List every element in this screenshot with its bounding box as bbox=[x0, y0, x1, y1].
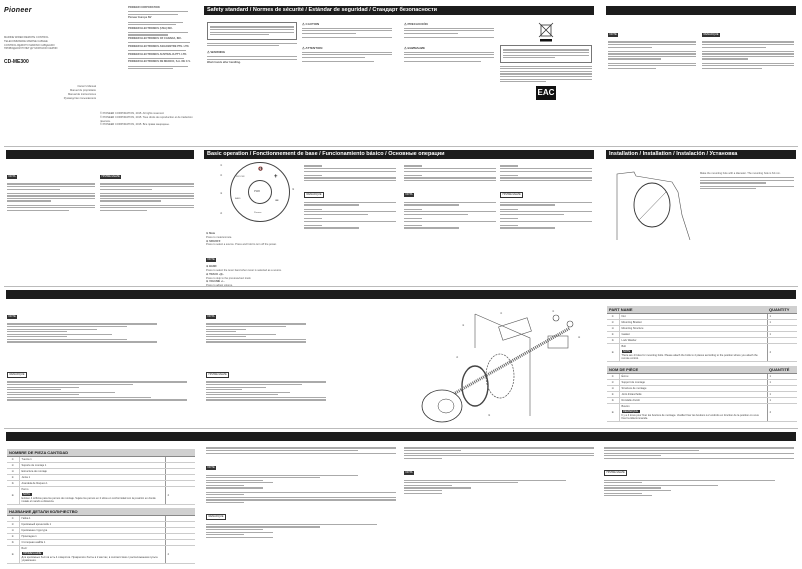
safety-caution-block bbox=[302, 22, 392, 64]
parts-header-qty: QUANTITÉ bbox=[767, 366, 797, 374]
table-row: ② Support de montage 1 bbox=[607, 380, 797, 386]
remote-minus-label: − bbox=[275, 198, 279, 204]
cover-panel bbox=[4, 4, 96, 134]
caution-label: ⚠ CAUTION bbox=[302, 22, 320, 26]
table-row: ④ Gasket 1 bbox=[607, 332, 797, 338]
callout: ⑤ bbox=[488, 414, 491, 417]
table-row: ② Mounting Bracket 1 bbox=[607, 320, 797, 326]
copyright-line: © PIONEER CORPORATION, 2015. Tous droits de reproduction et de traduction réservés. bbox=[100, 115, 193, 123]
remote-plus-label: + bbox=[274, 174, 278, 180]
company-line: PIONEER ELECTRONICS (USA) INC. bbox=[128, 26, 173, 30]
note-tag: REMARQUE bbox=[703, 33, 719, 36]
table-row: ③ Structure de montage bbox=[607, 386, 797, 392]
parts-header-qty bbox=[165, 449, 195, 457]
note-tag: ПРИМЕЧАНИЕ bbox=[604, 470, 627, 476]
section-header-blank bbox=[6, 290, 796, 299]
parts-table-fr bbox=[607, 366, 797, 422]
callout: ③ bbox=[462, 324, 465, 327]
copyright-block bbox=[100, 112, 200, 127]
function-name: VOLUME +/− bbox=[209, 280, 225, 284]
note-tag: REMARQUE bbox=[304, 192, 324, 198]
manual-title-fr: Manuel du propriétaire bbox=[70, 88, 96, 92]
attention-label: ⚠ ATTENTION bbox=[302, 46, 323, 51]
company-line: PIONEER CORPORATION bbox=[128, 6, 160, 9]
page-divider bbox=[4, 428, 798, 429]
callout: ③ bbox=[220, 192, 223, 195]
parts-table-ru bbox=[7, 508, 195, 564]
table-row: ⑥ Bolt NOTE There are 4 holes for mounting bolts. Please attach the bolts to 2 places according to the position where you attach the remote control. 4 bbox=[607, 344, 797, 362]
brand-logo: Pioneer bbox=[4, 7, 32, 14]
note-tag: NOTA bbox=[207, 315, 215, 318]
product-title-es: CONTROL REMOTO MARINO CABLEADO bbox=[4, 43, 55, 47]
page-divider bbox=[4, 146, 798, 147]
function-desc: Press to skip to the previous/next track. bbox=[206, 276, 252, 280]
table-row: ⑤ Стопорная шайба 1 bbox=[7, 540, 195, 546]
installation-instruction: Make the mounting hole with a diameter. The mounting hole is 64 mm. bbox=[700, 172, 781, 175]
safety-fcc-block bbox=[207, 22, 297, 65]
mounting-notes-fr bbox=[7, 362, 187, 402]
note-tag: ПРИМЕЧАНИЕ bbox=[500, 192, 523, 198]
parts-header-name: НАЗВАНИЕ ДЕТАЛИ КОЛИЧЕСТВО bbox=[7, 508, 165, 516]
note-tag: NOTE bbox=[609, 33, 617, 36]
table-row: ① Гайка 1 bbox=[7, 516, 195, 522]
manual-title-ru: Руководство пользователя bbox=[63, 96, 96, 100]
note-tag: NOTE bbox=[8, 315, 16, 318]
function-name: Mute bbox=[209, 232, 216, 235]
product-title-en: MARINE WIRED REMOTE CONTROL bbox=[4, 36, 49, 39]
parts-header-name: PART NAME bbox=[607, 306, 767, 314]
parts-header-name: NOM DE PIÈCE bbox=[607, 366, 767, 374]
callout: ② bbox=[220, 174, 223, 177]
company-line: Pioneer Europe NV bbox=[128, 16, 152, 20]
parts-header-qty: QUANTITY bbox=[767, 306, 797, 314]
section-header-blank-left bbox=[6, 150, 194, 159]
note-block-en bbox=[608, 22, 696, 70]
callout: ① bbox=[552, 310, 555, 313]
installation-steps-ru bbox=[604, 446, 794, 498]
table-row: ⑤ Arandela de bloqueo 1 bbox=[7, 481, 195, 487]
note-tag: NOTE bbox=[207, 466, 215, 470]
table-row: ⑤ Rondelle d'arrêt 1 bbox=[607, 398, 797, 404]
table-row: ⑥ Perno NOTA Existen 4 orificios para los pernos de montaje. Sujete los pernos en 2 sitios en conformidad con la posición en donde instale el mando a distancia. 4 bbox=[7, 487, 195, 505]
company-line: PIONEER ELECTRONICS OF CANADA, INC. bbox=[128, 37, 182, 41]
company-line: PIONEER ELECTRONICS DE MEXICO, S.A. DE C.V. bbox=[128, 60, 191, 64]
model-number: CD-ME300 bbox=[4, 59, 29, 66]
product-title-ru: ПРОВОДНОЙ ПУЛЬТ ДУ МОРСКОЙ СЕРИИ bbox=[4, 47, 58, 51]
parts-table-es bbox=[7, 449, 195, 505]
note-tag: ПРИМЕЧАНИЕ bbox=[101, 175, 120, 178]
table-row: ① Tuerca 1 bbox=[7, 457, 195, 463]
crossed-bin-icon bbox=[538, 22, 554, 42]
weee-disposal-block bbox=[500, 22, 592, 100]
remote-src-label: SRC/OFF bbox=[236, 176, 245, 178]
callout: ① bbox=[220, 164, 223, 167]
table-row: ③ Крепёжная структура bbox=[7, 528, 195, 534]
note-block-ru bbox=[100, 164, 194, 212]
table-row: ④ Joint d'étanchéité 1 bbox=[607, 392, 797, 398]
parts-table-en bbox=[607, 306, 797, 362]
mounting-notes-ru bbox=[206, 362, 326, 402]
table-row: ① Nut 1 bbox=[607, 314, 797, 320]
remote-brand-label: Pioneer bbox=[254, 212, 262, 214]
remote-diagram bbox=[214, 160, 294, 228]
mounting-hole-diagram bbox=[612, 170, 692, 240]
warning-label: ⚠ WARNING bbox=[207, 50, 226, 55]
company-line: PIONEER ELECTRONICS AUSTRALIA PTY. LTD. bbox=[128, 52, 187, 56]
mounting-notes-en bbox=[7, 304, 157, 344]
callout: ④ bbox=[220, 212, 223, 215]
installation-steps-es bbox=[404, 446, 594, 495]
installation-steps-en-fr bbox=[206, 446, 396, 539]
remote-functions-fr bbox=[304, 164, 396, 230]
section-header-basic-operation: Basic operation / Fonctionnement de base / Funcionamiento básico / Основные операции bbox=[204, 150, 594, 159]
installation-text bbox=[700, 172, 794, 191]
note-tag: REMARQUE bbox=[206, 514, 226, 520]
note-block-es bbox=[7, 164, 95, 212]
remote-band-label: BAND bbox=[235, 198, 241, 200]
remote-functions-en: ① Mute Press to mute/unmute. ② SRC/OFF Press to select a source. Press and hold to turn off the power. NOTE ③ BAND Press to select the tuner band when tuner is selected as a source. ④ TRACK ◁/▷ Press to skip to the previous/next track. ⑤ VOLUME +/− bbox=[206, 232, 302, 288]
safety-es-ru-block bbox=[404, 22, 494, 64]
callout: ② bbox=[500, 312, 503, 315]
copyright-line: © PIONEER CORPORATION, 2015. Все права защищены. bbox=[100, 123, 170, 127]
table-row: ⑥ Болт ПРИМЕЧАНИЕ Для крепёжных болтов есть 4 отверстия. Прикрепите болты в 2 местах, в соответствии с расположением пульта управления. 4 bbox=[7, 546, 195, 564]
section-header-safety: Safety standard / Normes de sécurité / Estándar de seguridad / Стандарт безопасности bbox=[204, 6, 594, 15]
callout: ⑤ bbox=[292, 188, 295, 191]
section-header-installation: Installation / Installation / Instalación / Установка bbox=[606, 150, 796, 159]
function-desc: Press to select the tuner band when tuner is selected as a source. bbox=[206, 268, 282, 272]
table-row: ④ Прокладка 1 bbox=[7, 534, 195, 540]
eac-mark: EAC bbox=[536, 86, 556, 100]
parts-header-name: NOMBRE DE PIEZA CANTIDAD bbox=[7, 449, 165, 457]
function-desc: Press to mute/unmute. bbox=[206, 235, 233, 239]
remote-functions-es bbox=[404, 164, 496, 230]
table-row: ④ Junta 1 bbox=[7, 475, 195, 481]
section-header-blank-bottom bbox=[6, 432, 796, 441]
function-name: TRACK ◁/▷ bbox=[209, 272, 224, 276]
remote-mute-icon: 🔇 bbox=[258, 166, 263, 171]
remote-center-label: PWR bbox=[254, 190, 261, 193]
note-tag: REMARQUE bbox=[7, 372, 27, 378]
table-row: ② Крепёжный кронштейн 1 bbox=[7, 522, 195, 528]
note-block-fr bbox=[702, 22, 794, 70]
callout: ④ bbox=[456, 356, 459, 359]
precaucion-label: ⚠ PRECAUCIÓN bbox=[404, 22, 428, 26]
table-row: ⑥ Boulon REMARQUE Il y a 4 trous pour fixer les boulons de montage. Veuillez fixer les boulons à 2 endroits en fonction de la position où vous fixez la télécommande. 4 bbox=[607, 404, 797, 422]
table-row: ① Écrou 1 bbox=[607, 374, 797, 380]
function-name: SRC/OFF bbox=[209, 239, 221, 243]
parts-header-qty bbox=[165, 508, 195, 516]
table-row: ③ Estructura de montaje bbox=[7, 469, 195, 475]
table-row: ② Soporte de montaje 1 bbox=[7, 463, 195, 469]
function-name: BAND bbox=[209, 265, 217, 269]
page-divider bbox=[4, 286, 798, 287]
table-row: ⑤ Lock Washer bbox=[607, 338, 797, 344]
note-tag: NOTE bbox=[207, 258, 215, 262]
exploded-installation-diagram bbox=[420, 308, 590, 426]
mounting-notes-es bbox=[206, 304, 306, 344]
note-tag: NOTA bbox=[405, 471, 413, 475]
note-tag: NOTA bbox=[405, 193, 413, 197]
callout: ⑥ bbox=[578, 336, 581, 339]
note-tag: NOTA bbox=[8, 175, 16, 178]
company-addresses bbox=[128, 6, 198, 71]
vnimanie-label: ⚠ ВНИМАНИЕ bbox=[404, 46, 426, 51]
copyright-line: © PIONEER CORPORATION, 2015. All rights reserved. bbox=[100, 112, 165, 115]
section-header-blank-right bbox=[606, 6, 796, 15]
note-tag: ПРИМЕЧАНИЕ bbox=[206, 372, 229, 378]
manual-title-es: Manual de instrucciones bbox=[68, 92, 96, 96]
company-line: PIONEER ELECTRONICS ASIACENTRE PTE. LTD. bbox=[128, 44, 190, 48]
warning-wash-hands: Wash hands after handling. bbox=[207, 61, 241, 65]
function-desc: Press to select a source. Press and hold to turn off the power. bbox=[206, 243, 277, 247]
remote-functions-ru bbox=[500, 164, 592, 230]
table-row: ③ Mounting Structure bbox=[607, 326, 797, 332]
product-title-fr: TELECOMMANDE MARINE CABLEE bbox=[4, 39, 48, 43]
manual-title-en: Owner's Manual bbox=[77, 85, 96, 89]
